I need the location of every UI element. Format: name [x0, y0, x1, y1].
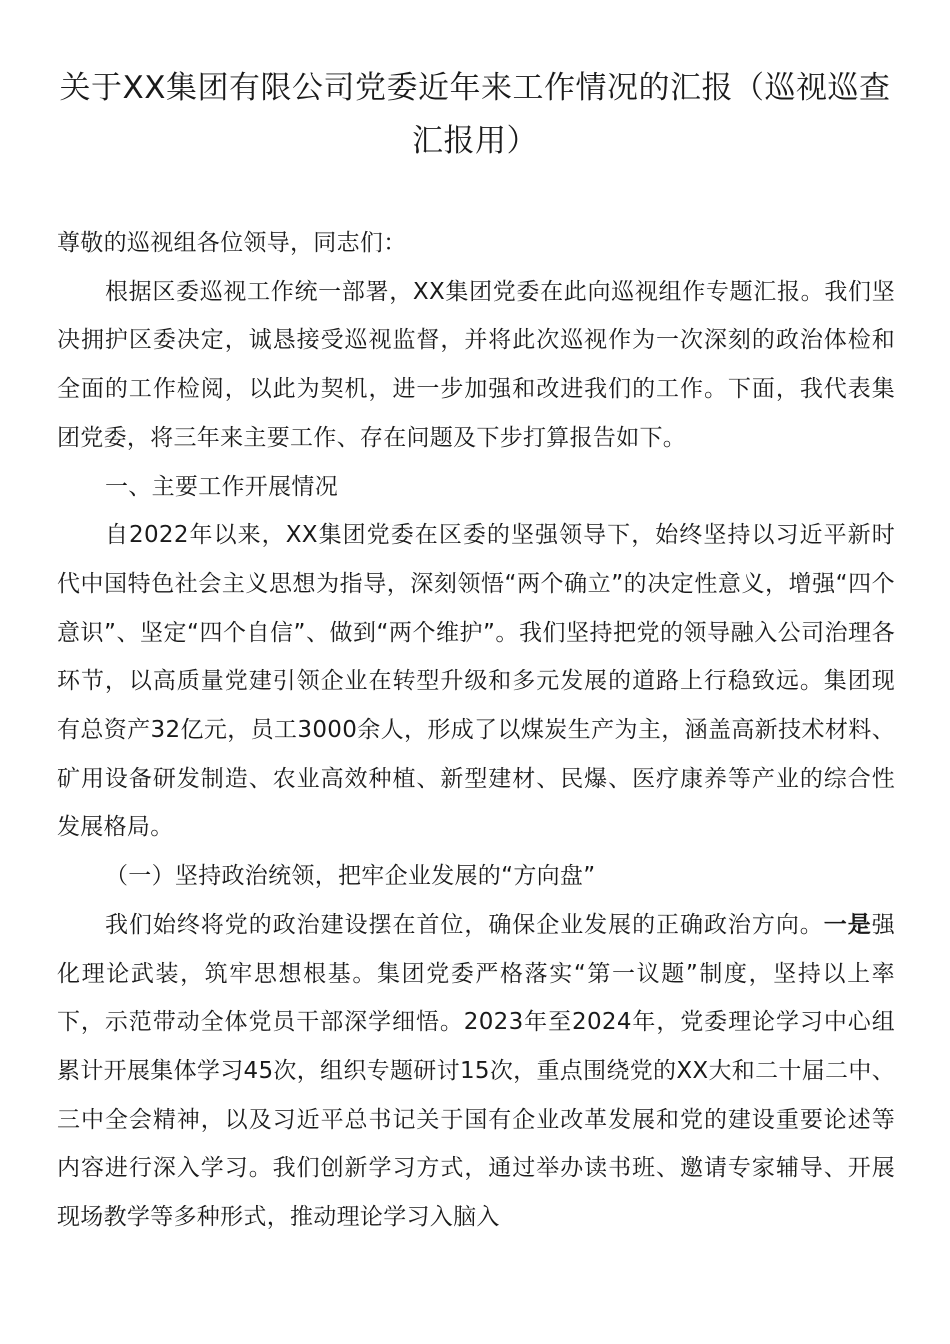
section-heading: 一、主要工作开展情况 — [105, 473, 338, 500]
subsection-heading: （一）坚持政治统领，把牢企业发展的“方向盘” — [105, 863, 596, 890]
salutation: 尊敬的巡视组各位领导，同志们： — [57, 230, 407, 256]
document-body — [57, 219, 895, 1242]
intro-paragraph: 根据区委巡视工作统一部署，XX集团党委在此向巡视组作专题汇报。我们坚决拥护区委决定，诚恳接受巡视监督，并将此次巡视作为一次深刻的政治体检和全面的工作检阅，以此为契机，进一步加强和改进我们的工作。下面，我代表集团党委，将三年来主要工作、存在问题及下步打算报告如下。 — [57, 278, 895, 451]
overview-paragraph: 自2022年以来，XX集团党委在区委的坚强领导下，始终坚持以习近平新时代中国特色社会主义思想为指导，深刻领悟“两个确立”的决定性意义，增强“四个意识”、坚定“四个自信”、做到“两个维护”。我们坚持把党的领导融入公司治理各环节，以高质量党建引领企业在转型升级和多元发展的道路上行稳致远。集团现有总资产32亿元，员工3000余人，形成了以煤炭生产为主，涵盖高新技术材料、矿用设备研发制造、农业高效种植、新型建材、民爆、医疗康养等产业的综合性发展格局。 — [57, 522, 895, 841]
document-title: 关于XX集团有限公司党委近年来工作情况的汇报（巡视巡查汇报用） — [59, 70, 891, 159]
point-marker: 一是 — [823, 911, 872, 938]
paragraph-rest: 强化理论武装，筑牢思想根基。集团党委严格落实“第一议题”制度，坚持以上率下，示范带动全体党员干部深学细悟。2023年至2024年，党委理论学习中心组累计开展集体学习45次，组织专题研讨15次，重点围绕党的XX大和二十届二中、三中全会精神，以及习近平总书记关于国有企业改革发展和党的建设重要论述等内容进行深入学习。我们创新学习方式，通过举办读书班、邀请专家辅导、开展现场教学等多种形式，推动理论学习入脑入 — [57, 911, 895, 1231]
paragraph-lead: 我们始终将党的政治建设摆在首位，确保企业发展的正确政治方向。 — [105, 911, 824, 938]
political-building-paragraph — [57, 901, 895, 1242]
